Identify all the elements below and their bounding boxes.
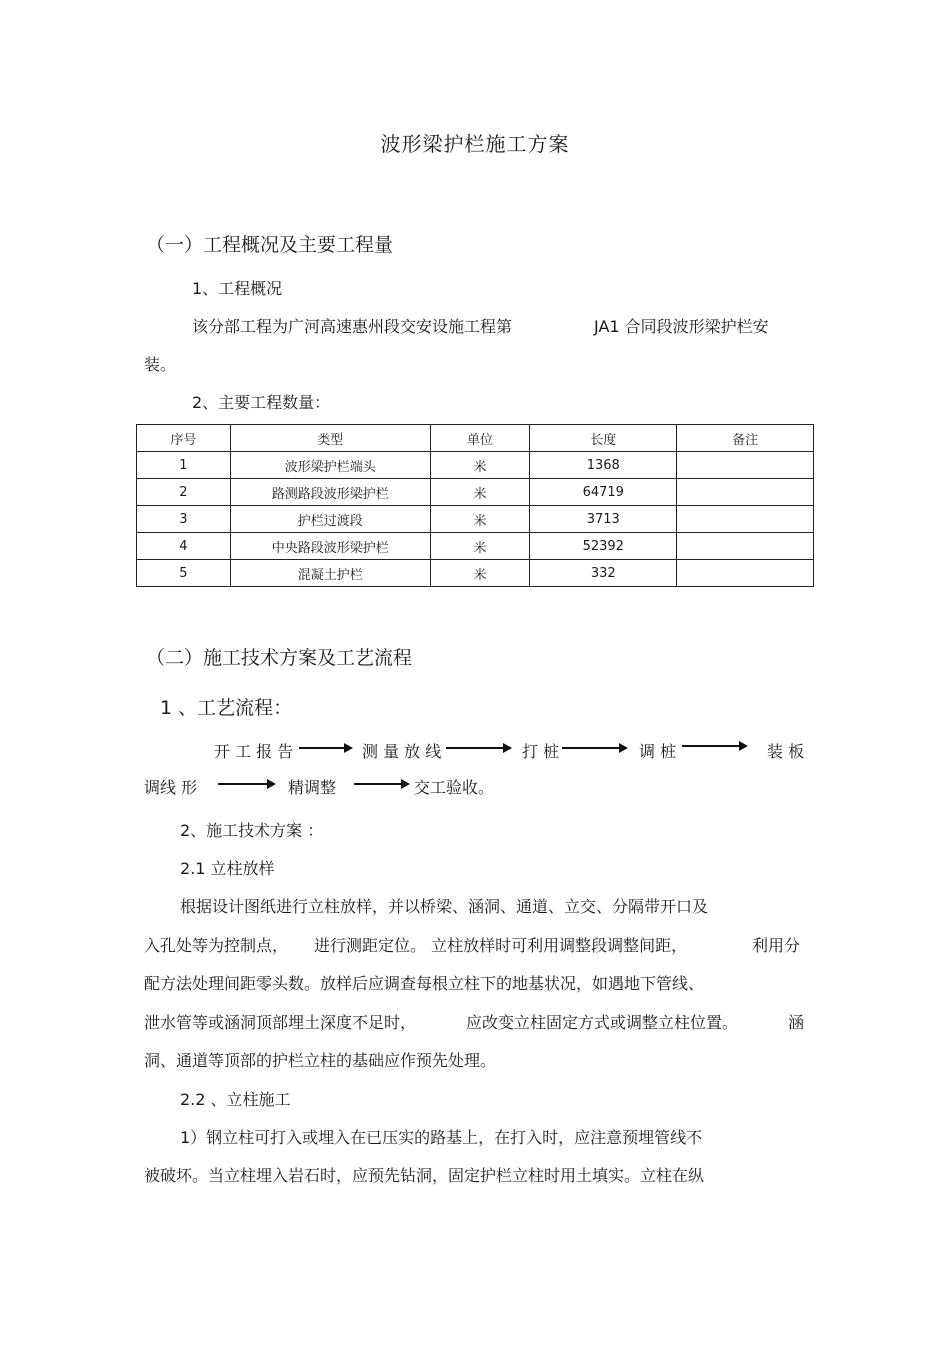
table-cell (677, 560, 814, 587)
table-cell: 米 (430, 479, 530, 506)
table-cell: 3 (137, 506, 231, 533)
paragraph-line: 应改变立柱固定方式或调整立柱位置。 (466, 1013, 739, 1032)
table-row (137, 479, 814, 506)
section-1-sub-1: 1、工程概况 (192, 279, 283, 298)
paragraph-line: 被破坏。当立柱埋入岩石时，应预先钻洞，固定护栏立柱时用土填实。立柱在纵 (144, 1166, 705, 1185)
table-cell: 米 (430, 506, 530, 533)
table-cell: 332 (530, 560, 677, 587)
table-header-cell: 长度 (530, 425, 677, 452)
paragraph-line: 进行测距定位。 立柱放样时可利用调整段调整间距， (314, 936, 688, 955)
table-cell (677, 533, 814, 560)
table-cell: 混凝土护栏 (230, 560, 430, 587)
table-header-cell: 单位 (430, 425, 530, 452)
overview-text-b: JA1 合同段波形梁护栏安 (594, 317, 769, 336)
table-header-cell: 备注 (677, 425, 814, 452)
table-header-cell: 类型 (230, 425, 430, 452)
table-cell: 中央路段波形梁护栏 (230, 533, 430, 560)
table-cell: 2 (137, 479, 231, 506)
table-cell: 米 (430, 533, 530, 560)
table-cell: 52392 (530, 533, 677, 560)
flow-step-survey: 测 量 放 线 (362, 742, 442, 761)
table-cell: 路测路段波形梁护栏 (230, 479, 430, 506)
section-2-sub-2: 2、施工技术方案 ： (180, 821, 324, 840)
section-2-sub-2-1: 2.1 立柱放样 (180, 859, 275, 878)
paragraph-line: 配方法处理间距零头数。放样后应调查每根立柱下的地基状况，如遇地下管线、 (144, 974, 705, 993)
flow-step-install-b: 调线 形 (144, 778, 198, 797)
flow-arrow-icon (354, 783, 408, 785)
paragraph-line: 涵 (788, 1013, 805, 1032)
table-header-row (137, 425, 814, 452)
section-2-heading: （二）施工技术方案及工艺流程 (146, 647, 413, 669)
table-cell: 波形梁护栏端头 (230, 452, 430, 479)
table-row (137, 533, 814, 560)
paragraph-line: 泄水管等或涵洞顶部埋土深度不足时， (144, 1013, 417, 1032)
table-cell: 1368 (530, 452, 677, 479)
table-row (137, 452, 814, 479)
section-2-sub-1: 1 、工艺流程： (160, 697, 293, 719)
flow-arrow-icon (562, 747, 626, 749)
table-cell: 5 (137, 560, 231, 587)
flow-step-pile: 打 桩 (522, 742, 560, 761)
flow-step-report: 开 工 报 告 (214, 742, 294, 761)
paragraph-line: 根据设计图纸进行立柱放样，并以桥梁、涵洞、通道、立交、分隔带开口及 (180, 897, 709, 916)
flow-step-install-a: 装 板 (767, 742, 805, 761)
flow-arrow-icon (218, 783, 274, 785)
flow-step-adjust-pile: 调 桩 (639, 742, 677, 761)
page-title: 波形梁护栏施工方案 (380, 132, 570, 156)
table-header-cell: 序号 (137, 425, 231, 452)
table-cell (677, 479, 814, 506)
section-2-sub-2-2: 2.2 、立柱施工 (180, 1090, 291, 1109)
flow-arrow-icon (446, 747, 510, 749)
table-cell: 64719 (530, 479, 677, 506)
table-cell: 米 (430, 452, 530, 479)
table-row (137, 506, 814, 533)
section-1-heading: （一）工程概况及主要工程量 (146, 234, 394, 256)
table-cell: 护栏过渡段 (230, 506, 430, 533)
quantity-table (136, 424, 814, 587)
paragraph-line: 利用分 (752, 936, 801, 955)
table-cell: 4 (137, 533, 231, 560)
table-cell (677, 452, 814, 479)
table-cell: 1 (137, 452, 231, 479)
flow-step-acceptance: 交工验收。 (414, 778, 495, 797)
table-cell: 3713 (530, 506, 677, 533)
paragraph-line: 1）钢立柱可打入或埋入在已压实的路基上，在打入时，应注意预埋管线不 (180, 1128, 703, 1147)
overview-text-c: 装。 (144, 355, 177, 374)
table-row (137, 560, 814, 587)
overview-text-a: 该分部工程为广河高速惠州段交安设施工程第 (192, 317, 513, 336)
flow-arrow-icon (682, 745, 746, 747)
flow-step-fine-adjust: 精调整 (288, 778, 337, 797)
paragraph-line: 洞、通道等顶部的护栏立柱的基础应作预先处理。 (144, 1051, 497, 1070)
paragraph-line: 入孔处等为控制点， (144, 936, 289, 955)
flow-arrow-icon (299, 747, 351, 749)
table-cell: 米 (430, 560, 530, 587)
section-1-sub-2: 2、主要工程数量： (192, 393, 331, 412)
table-cell (677, 506, 814, 533)
